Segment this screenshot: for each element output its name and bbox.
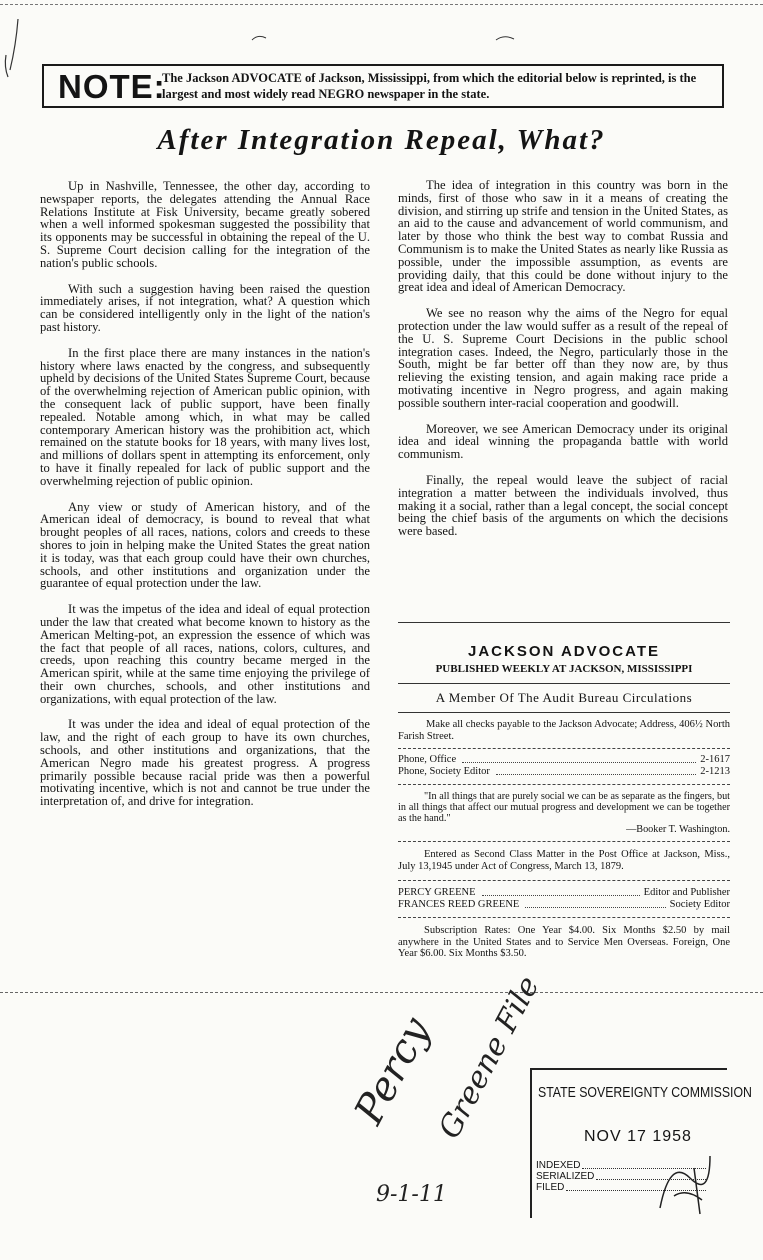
divider (398, 880, 730, 881)
pen-marks (250, 30, 550, 50)
top-edge-rule (0, 4, 763, 5)
subscription-rates: Subscription Rates: One Year $4.00. Six Months $2.50 by mail anywhere in the United States and to Service Men Overseas. Foreign, One Year $6.00. Six Months $3.50. (398, 925, 730, 959)
handwritten-number: 9-1-11 (376, 1182, 447, 1207)
audit-bureau-member: A Member Of The Audit Bureau Circulations (435, 690, 693, 705)
stamp-signature-scribble (650, 1148, 720, 1218)
handwritten-name: Percy (346, 1010, 440, 1132)
stamp-field: SERIALIZED (536, 1171, 706, 1182)
paragraph: It was the impetus of the idea and ideal of equal protection under the law that created what become known to history as the American Melting-pot, an expression the essence of which was the fact that people of all races, nations, colors, cultures, and creeds, upon reaching this country became merged in the American spirit, while at the same time enjoying the privilege of their own churches, schools, and other institutions and organizations, with equal protection of the law. (40, 602, 370, 706)
divider (398, 712, 730, 713)
page-fold-rule (0, 992, 763, 993)
divider (398, 748, 730, 749)
paragraph: Moreover, we see American Democracy under its original idea and ideal winning the propaganda battle with world communism. (398, 421, 728, 462)
phone-list (398, 754, 730, 778)
paragraph: It was under the idea and ideal of equal protection of the law, and the right of each group to have its own churches, schools, and other institutions and organizations, that the American Negro made his greatest progress. A progress primarily possible because racial pride was then a powerful motivating incentive, which is not and cannot be true under the interpretation of, and drive for integration. (40, 717, 370, 809)
note-label: NOTE: (58, 68, 166, 105)
handwritten-file-note: Greene File (432, 970, 547, 1145)
left-column (40, 180, 370, 821)
paragraph: With such a suggestion having been raised the question immediately arises, if not integration, what? A question which can be considered intelligently only in the light of the nation's past history. (40, 281, 370, 334)
divider (398, 841, 730, 842)
note-box (42, 64, 724, 108)
washington-quote: "In all things that are purely social we can be as separate as the fingers, but in all things that affect our mutual progress and development we can be together as the hand." (398, 791, 730, 824)
staff-row: FRANCES REED GREENE Society Editor (398, 899, 730, 910)
phone-row-office: Phone, Office 2-1617 (398, 754, 730, 765)
phone-row-society: Phone, Society Editor 2-1213 (398, 766, 730, 777)
paragraph: We see no reason why the aims of the Negro for equal protection under the law would suffer as a result of the repeal of the U. S. Supreme Court Decisions in the public school integration cases. Indeed, the Negro, particularly those in the South, might be far better off than they now are, by thus relieving the existing tension, and again making race pride a motivating incentive in Negro progress, and again making possible southern inter-racial cooperation and goodwill. (398, 306, 728, 410)
staff-list (398, 887, 730, 911)
divider (398, 917, 730, 918)
stamp-field: INDEXED (536, 1160, 706, 1171)
divider (398, 683, 730, 684)
paragraph: Finally, the repeal would leave the subject of racial integration a matter between the individuals involved, thus making it a social, rather than a legal concept, the social concept being the chief basis of the arguments on which the decisions were based. (398, 472, 728, 539)
stamp-title: STATE SOVEREIGNTY COMMISSION (538, 1084, 752, 1101)
commission-stamp (530, 1068, 752, 1218)
stamp-field: FILED (536, 1182, 706, 1193)
paragraph: The idea of integration in this country was born in the minds, first of those who saw in it a means of creating the division, and stirring up strife and tension in the United States, as an aid to the cause and advancement of world communism, and later by those who think the best way to combat Russia and Communism is to make the United States as nearly like Russia as possible, under the impossible assumption, as events are providing daily, that this could be done without injury to the great idea and ideal of American Democracy. (398, 178, 728, 295)
paragraph: In the first place there are many instances in the nation's history where laws enacted by the congress, and subsequently upheld by decisions of the United States Supreme Court, because of the overwhelming rejection of American public opinion, with the consequent lack of public support, have been finally repealed. Notable among which, in what may be called contemporary American history was the prohibition act, which remained on the statute books for 18 years, with many lives lost, and millions of dollars spent in attempting its enforcement, only to have it finally repealed for lack of public support and the overwhelming rejection of public opinion. (40, 345, 370, 488)
masthead-subtitle: PUBLISHED WEEKLY AT JACKSON, MISSISSIPPI (435, 663, 693, 675)
masthead-title: JACKSON ADVOCATE (467, 643, 660, 660)
quote-author: —Booker T. Washington. (626, 824, 730, 835)
postal-entry: Entered as Second Class Matter in the Post Office at Jackson, Miss., July 13,1945 under Act of Congress, March 13, 1879. (398, 849, 730, 872)
masthead (398, 622, 730, 960)
right-column (398, 179, 728, 551)
note-text: The Jackson ADVOCATE of Jackson, Mississippi, from which the editorial below is reprinted, is the largest and most widely read NEGRO newspaper in the state. (162, 71, 697, 101)
stamp-date: NOV 17 1958 (584, 1128, 692, 1145)
paragraph: Any view or study of American history, and of the American ideal of democracy, is bound to reveal that what brought peoples of all races, nations, colors and creeds to these shores to join in helping make the United States the great nation it is today, was that each group could have their own churches, schools, and other institutions and organization under the guarantee of equal protection under the law. (40, 499, 370, 591)
checks-address: Make all checks payable to the Jackson Advocate; Address, 406½ North Farish Street. (398, 719, 730, 742)
headline: After Integration Repeal, What? (157, 124, 606, 156)
paragraph: Up in Nashville, Tennessee, the other day, according to newspaper reports, the delegates attending the Annual Race Relations Institute at Fisk University, became greatly sobered when a well informed spokesman suggested the possibility that its opponents may be successful in obtaining the repeal of the U. S. Supreme Court decision calling for the integration of the nation's public schools. (40, 179, 370, 270)
divider (398, 784, 730, 785)
staff-row: PERCY GREENE Editor and Publisher (398, 887, 730, 898)
margin-scribble (0, 15, 40, 85)
